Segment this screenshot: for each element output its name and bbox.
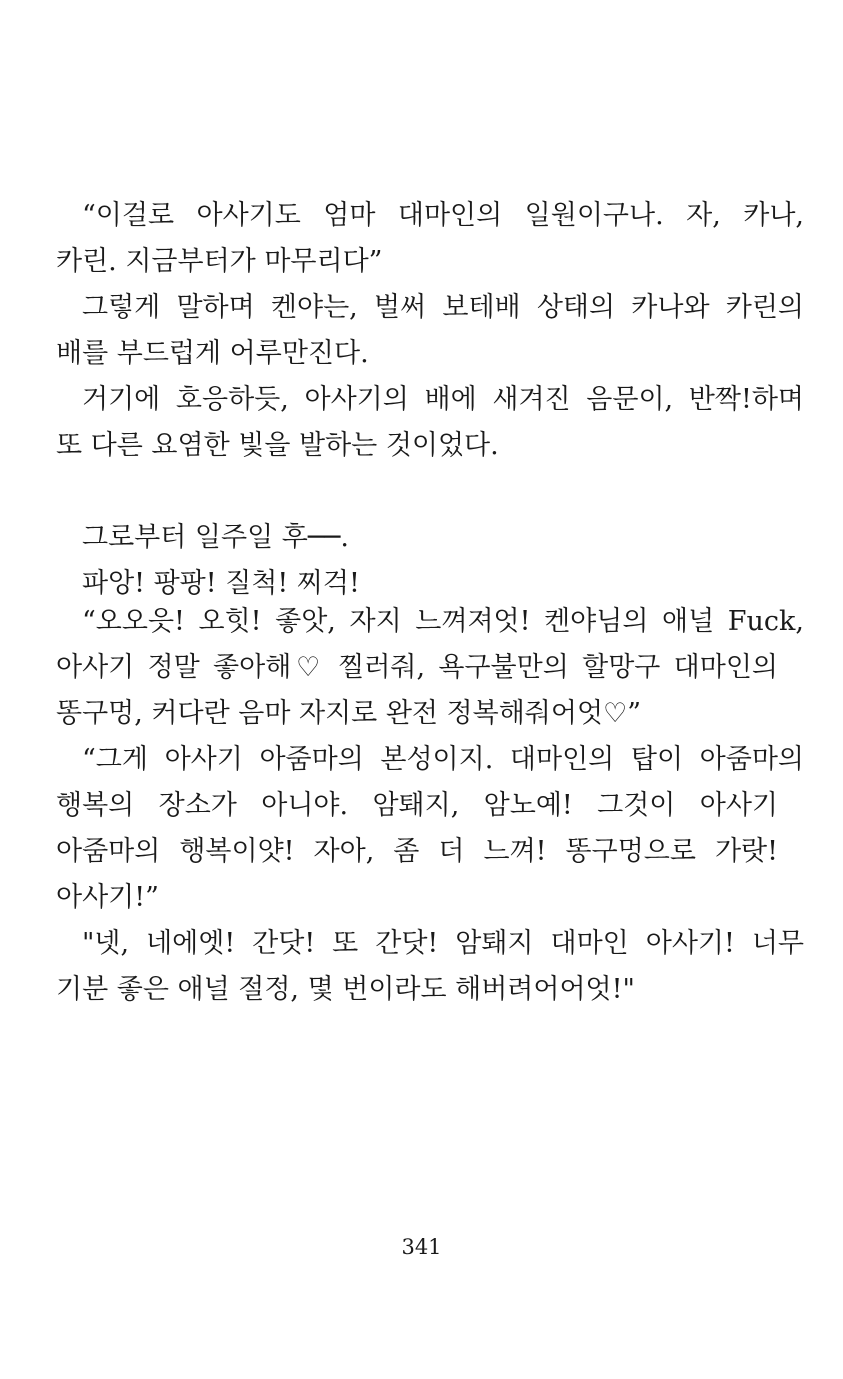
text-line: 기분 좋은 애널 절정, 몇 번이라도 해버려어어엇!" [56, 974, 635, 1005]
page-number: 341 [401, 1235, 442, 1259]
text-line: 배를 부드럽게 어루만진다. [56, 338, 369, 369]
text-line: 아사기!” [56, 882, 159, 913]
text-line: “이걸로 아사기도 엄마 대마인의 일원이구나. 자, 카나, [82, 200, 804, 231]
text-line: 행복의 장소가 아니야. 암퇘지, 암노예! 그것이 아사기 [56, 790, 778, 821]
text-line: 그로부터 일주일 후──. [82, 522, 349, 553]
text-line: 카린. 지금부터가 마무리다” [56, 246, 383, 277]
text-line: “그게 아사기 아줌마의 본성이지. 대마인의 탑이 아줌마의 [82, 744, 804, 775]
text-line: 또 다른 요염한 빛을 발하는 것이었다. [56, 430, 499, 461]
text-line: 거기에 호응하듯, 아사기의 배에 새겨진 음문이, 반짝!하며 [82, 384, 804, 415]
text-line: “오오읏! 오힛! 좋앗, 자지 느껴져엇! 켄야님의 애널 Fuck, [82, 606, 804, 637]
text-line: "넷, 네에엣! 간닷! 또 간닷! 암퇘지 대마인 아사기! 너무 [82, 928, 804, 959]
text-line: 아사기 정말 좋아해♡ 찔러줘, 욕구불만의 할망구 대마인의 [56, 652, 778, 683]
text-line: 아줌마의 행복이얏! 자아, 좀 더 느껴! 똥구멍으로 가랏! [56, 836, 778, 867]
text-line: 똥구멍, 커다란 음마 자지로 완전 정복해줘어엇♡” [56, 698, 642, 729]
text-line: 파앙! 팡팡! 질척! 찌걱! [82, 568, 360, 599]
text-line: 그렇게 말하며 켄야는, 벌써 보테배 상태의 카나와 카린의 [82, 292, 804, 323]
